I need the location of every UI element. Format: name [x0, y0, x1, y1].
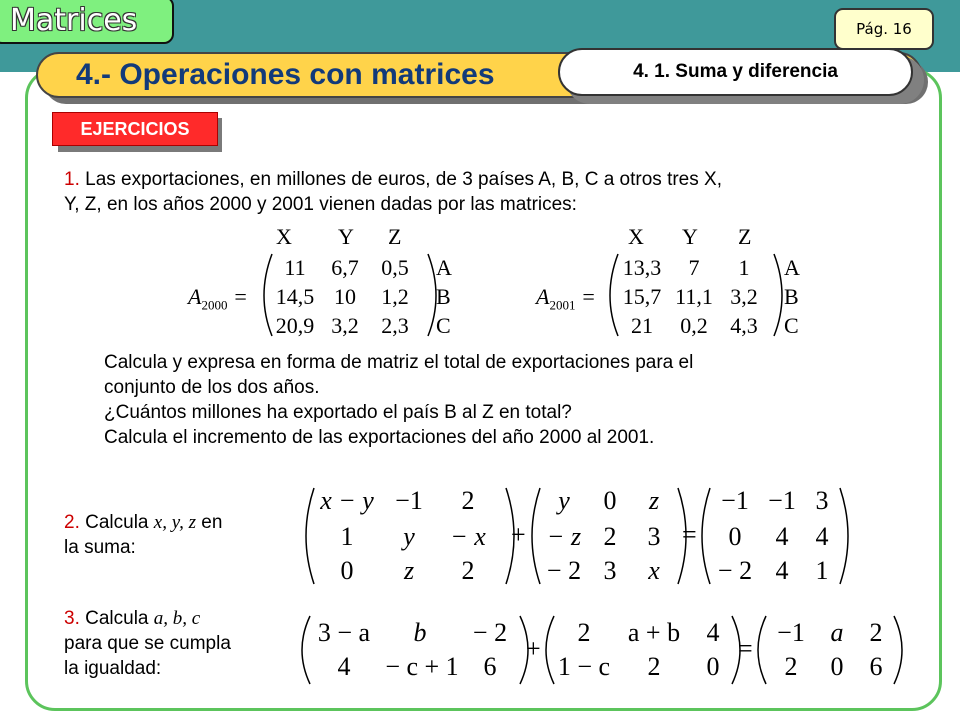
- matrix-cell: 0: [728, 522, 742, 551]
- matrix-cell: 21: [631, 313, 653, 338]
- matrix-cell: x: [648, 556, 660, 585]
- matrix-cell: 13,3: [622, 255, 662, 280]
- matrix-cell: x − y: [320, 486, 374, 515]
- col-label: Y: [682, 224, 698, 249]
- matrix-cell: 1 − c: [557, 652, 611, 681]
- matrix-cell: − 2: [472, 618, 508, 647]
- matrix-cell: − 2: [717, 556, 753, 585]
- matrix-cell: 2: [647, 652, 661, 681]
- matrix-cell: 4,3: [730, 313, 758, 338]
- matrix-name: $A_{2000}$ =: [188, 284, 248, 313]
- ex1-statement: [64, 167, 904, 217]
- matrix-cell: 2,3: [381, 313, 409, 338]
- ex3-text: Calcula: [79, 608, 154, 629]
- matrix-cell: y: [403, 522, 415, 551]
- matrix-cell: 1: [738, 255, 750, 280]
- ex2-text: Calcula: [79, 512, 154, 533]
- matrix-cell: − x: [450, 522, 486, 551]
- matrix-name: $A_{2001}$ =: [536, 284, 596, 313]
- exercises-badge: EJERCICIOS: [52, 112, 218, 146]
- ex1-questions: [104, 350, 904, 450]
- col-label: X: [276, 224, 292, 249]
- section-subtitle: 4. 1. Suma y diferencia: [558, 48, 913, 96]
- app-logo: [0, 0, 174, 44]
- matrix-cell: 20,9: [275, 313, 315, 338]
- ex3-number: 3.: [64, 608, 80, 629]
- matrix-cell: − c + 1: [385, 652, 459, 681]
- matrix-cell: a + b: [627, 618, 681, 647]
- ex2-text: en: [196, 512, 223, 533]
- logo-text: Matrices: [10, 3, 138, 38]
- matrix-cell: 2: [869, 618, 883, 647]
- ex1-q1-line1: Calcula y expresa en forma de matriz el total de exportaciones para el: [104, 352, 694, 373]
- matrix-cell: 3,2: [730, 284, 758, 309]
- matrix-cell: 10: [334, 284, 356, 309]
- col-label: Y: [338, 224, 354, 249]
- matrix-cell: 6,7: [331, 255, 359, 280]
- matrix-a2000: [188, 224, 468, 340]
- col-label: X: [628, 224, 644, 249]
- matrix-cell: z: [403, 556, 415, 585]
- matrix-cell: z: [648, 486, 660, 515]
- ex3-text-line2: para que se cumpla: [64, 633, 231, 654]
- matrix-cell: 4: [706, 618, 720, 647]
- matrix-cell: −1: [395, 486, 423, 515]
- matrix-cell: 0: [340, 556, 354, 585]
- matrix-cell: 7: [688, 255, 700, 280]
- matrix-cell: 0: [830, 652, 844, 681]
- matrix-cell: 1: [815, 556, 829, 585]
- matrix-cell: − z: [546, 522, 582, 551]
- matrix-a2001: [536, 224, 816, 340]
- row-label: C: [784, 313, 799, 338]
- equals-sign: =: [682, 520, 697, 549]
- ex3-vars: a, b, c: [153, 608, 201, 629]
- matrix-cell: 0: [603, 486, 617, 515]
- matrix-cell: 2: [461, 486, 475, 515]
- col-label: Z: [388, 224, 402, 249]
- plus-sign: +: [526, 634, 541, 663]
- row-label: C: [436, 313, 451, 338]
- matrix-cell: 11: [284, 255, 306, 280]
- ex1-number: 1.: [64, 169, 80, 190]
- matrix-cell: −1: [721, 486, 749, 515]
- matrix-cell: 4: [337, 652, 351, 681]
- ex2-statement: [64, 510, 284, 560]
- ex2-number: 2.: [64, 512, 80, 533]
- ex1-q3: Calcula el incremento de las exportaciones del año 2000 al 2001.: [104, 427, 655, 448]
- matrix-cell: 2: [784, 652, 798, 681]
- matrix-cell: −1: [777, 618, 805, 647]
- row-label: A: [436, 255, 452, 280]
- page-number-badge: Pág. 16: [834, 8, 934, 50]
- ex2-vars: x, y, z: [153, 512, 196, 533]
- matrix-cell: 1,2: [381, 284, 409, 309]
- matrix-cell: 6: [483, 652, 497, 681]
- ex3-equation: [296, 614, 912, 686]
- matrix-cell: 14,5: [275, 284, 315, 309]
- matrix-cell: 4: [775, 522, 789, 551]
- matrix-cell: 2: [577, 618, 591, 647]
- ex1-text-line2: Y, Z, en los años 2000 y 2001 vienen dadas por las matrices:: [64, 194, 577, 215]
- matrix-cell: a: [830, 618, 844, 647]
- matrix-cell: 3: [603, 556, 617, 585]
- ex3-statement: [64, 606, 294, 681]
- matrix-cell: 0,2: [680, 313, 708, 338]
- matrix-cell: −1: [768, 486, 796, 515]
- matrix-cell: 4: [775, 556, 789, 585]
- matrix-cell: 0,5: [381, 255, 409, 280]
- ex2-equation: [300, 484, 860, 588]
- equals-sign: =: [738, 634, 753, 663]
- matrix-cell: 2: [461, 556, 475, 585]
- matrix-cell: 15,7: [622, 284, 662, 309]
- row-label: B: [784, 284, 799, 309]
- ex1-q2: ¿Cuántos millones ha exportado el país B al Z en total?: [104, 402, 572, 423]
- row-label: A: [784, 255, 800, 280]
- matrix-cell: 11,1: [675, 284, 713, 309]
- matrix-cell: 3 − a: [317, 618, 371, 647]
- page-title: 4.- Operaciones con matrices: [76, 58, 495, 91]
- matrix-cell: 2: [603, 522, 617, 551]
- ex3-text-line3: la igualdad:: [64, 658, 162, 679]
- matrix-cell: 4: [815, 522, 829, 551]
- matrix-cell: b: [413, 618, 427, 647]
- matrix-cell: 3: [815, 486, 829, 515]
- matrix-cell: 3: [647, 522, 661, 551]
- ex1-text-line1: Las exportaciones, en millones de euros, de 3 países A, B, C a otros tres X,: [79, 169, 722, 190]
- matrix-cell: 1: [340, 522, 354, 551]
- ex2-text-line2: la suma:: [64, 537, 136, 558]
- ex1-q1-line2: conjunto de los dos años.: [104, 377, 320, 398]
- matrix-cell: 0: [706, 652, 720, 681]
- plus-sign: +: [511, 520, 526, 549]
- matrix-cell: 3,2: [331, 313, 359, 338]
- matrix-cell: 6: [869, 652, 883, 681]
- matrix-cell: y: [558, 486, 570, 515]
- row-label: B: [436, 284, 451, 309]
- col-label: Z: [738, 224, 752, 249]
- matrix-cell: − 2: [546, 556, 582, 585]
